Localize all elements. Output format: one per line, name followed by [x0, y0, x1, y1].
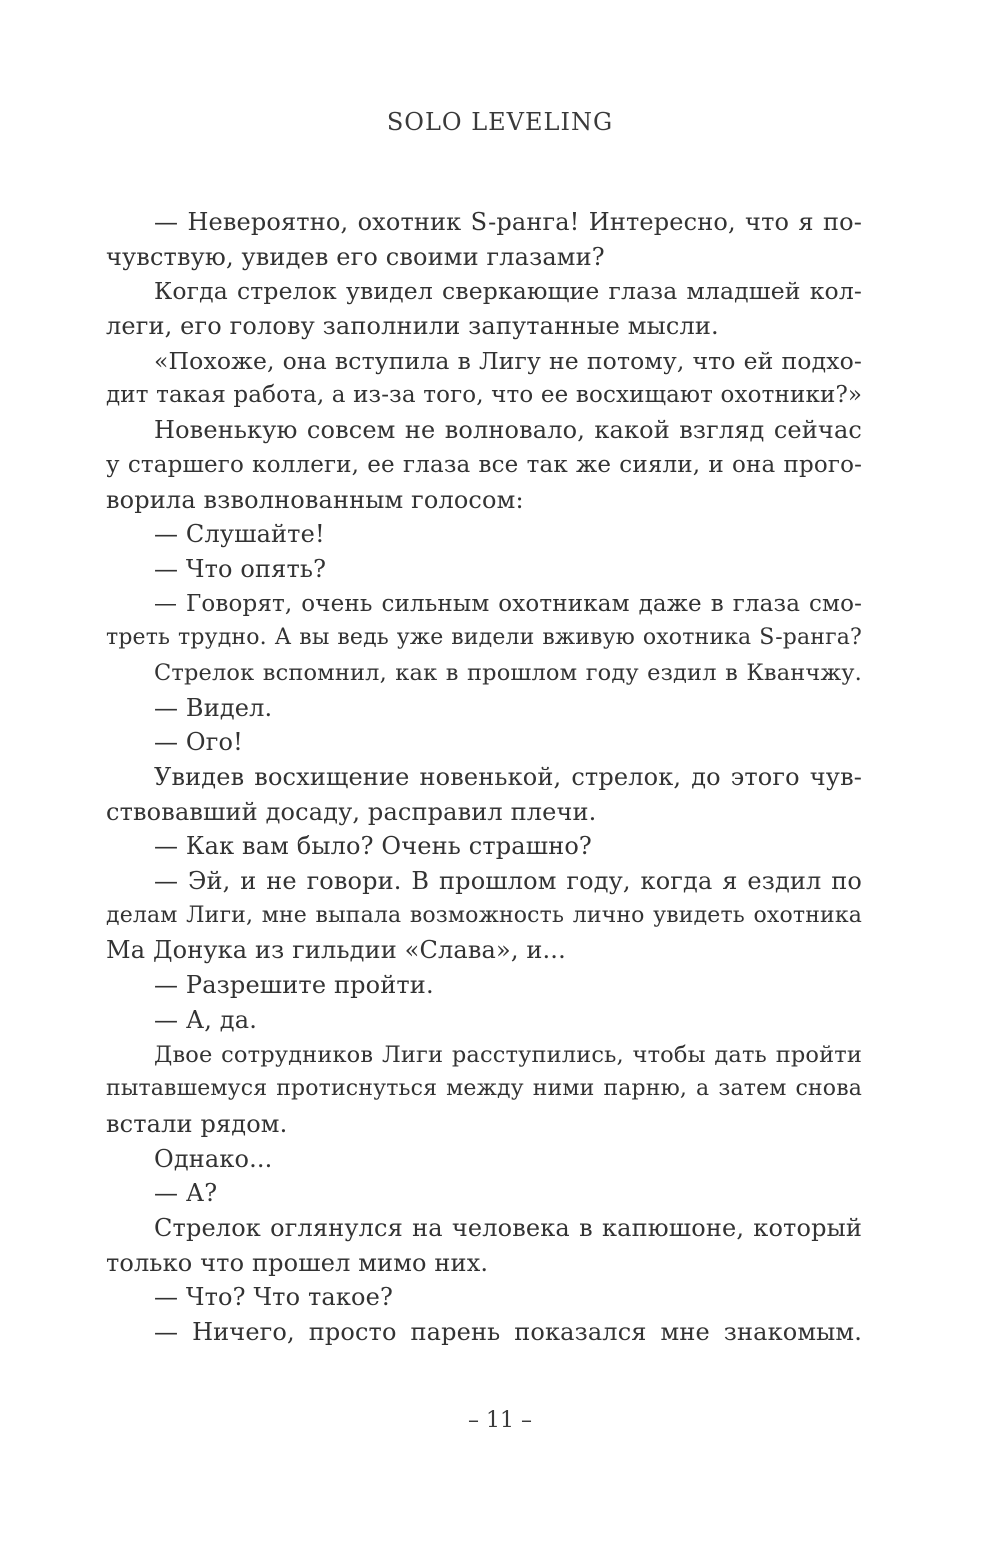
- text-line: — Невероятно, охотник S-ранга! Интересно, что я по-: [154, 208, 862, 236]
- text-line: делам Лиги, мне выпала возможность лично увидеть охотника: [106, 902, 862, 928]
- text-line: — Ого!: [154, 728, 243, 757]
- text-line: чувствую, увидев его своими глазами?: [106, 242, 605, 271]
- text-line: — Что? Что такое?: [154, 1283, 393, 1312]
- text-line: Увидев восхищение новенькой, стрелок, до этого чув-: [154, 763, 862, 791]
- text-line: — Говорят, очень сильным охотникам даже в глаза смо-: [154, 590, 862, 617]
- text-line: Стрелок вспомнил, как в прошлом году ездил в Кванчжу.: [154, 659, 862, 686]
- text-line: Новенькую совсем не волновало, какой взгляд сейчас: [154, 416, 862, 445]
- text-line: пытавшемуся протиснуться между ними парню, а затем снова: [106, 1076, 862, 1102]
- text-line: только что прошел мимо них.: [106, 1248, 489, 1277]
- text-line: Ма Донука из гильдии «Слава», и...: [106, 936, 566, 965]
- text-line: — Ничего, просто парень показался мне знакомым.: [154, 1318, 862, 1346]
- text-line: Стрелок оглянулся на человека в капюшоне, который: [154, 1213, 862, 1242]
- text-line: треть трудно. А вы ведь уже видели вживую охотника S-ранга?: [106, 625, 862, 651]
- text-line: — Эй, и не говори. В прошлом году, когда я ездил по: [154, 867, 862, 896]
- page-number: – 11 –: [468, 1408, 532, 1433]
- text-line: Когда стрелок увидел сверкающие глаза младшей кол-: [154, 277, 862, 306]
- text-line: ствовавший досаду, расправил плечи.: [106, 797, 597, 826]
- running-head: SOLO LEVELING: [386, 108, 614, 136]
- text-line: — Видел.: [154, 693, 273, 722]
- text-line: — А, да.: [154, 1005, 257, 1034]
- text-line: встали рядом.: [106, 1109, 288, 1138]
- text-line: — А?: [154, 1179, 218, 1208]
- text-line: — Что опять?: [154, 554, 327, 583]
- text-line: — Слушайте!: [154, 520, 325, 549]
- text-line: дит такая работа, а из-за того, что ее восхищают охотники?»: [106, 382, 863, 409]
- text-line: леги, его голову заполнили запутанные мысли.: [106, 312, 719, 341]
- text-line: «Похоже, она вступила в Лигу не потому, что ей подхо-: [154, 346, 862, 375]
- text-line: — Разрешите пройти.: [154, 971, 434, 1000]
- text-line: — Как вам было? Очень страшно?: [154, 832, 592, 861]
- text-line: Двое сотрудников Лиги расступились, чтобы дать пройти: [154, 1041, 862, 1068]
- body-text: [106, 205, 862, 1350]
- text-line: Однако...: [154, 1144, 273, 1173]
- text-line: у старшего коллеги, ее глаза все так же сияли, и она прого-: [106, 451, 862, 478]
- text-line: ворила взволнованным голосом:: [106, 485, 524, 514]
